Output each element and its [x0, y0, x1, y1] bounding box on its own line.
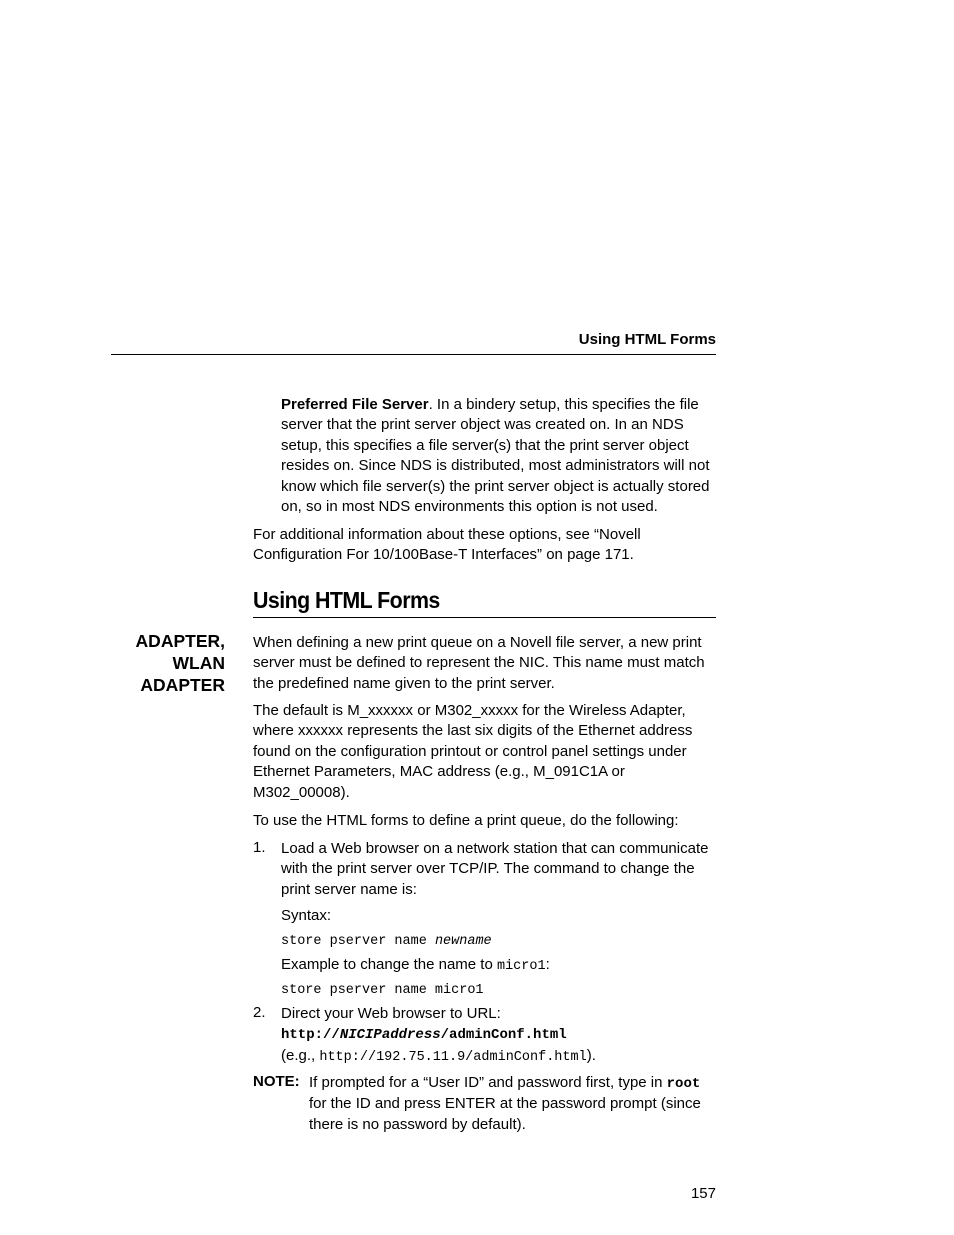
intro-paragraph-3: To use the HTML forms to define a print queue, do the following:	[253, 812, 679, 829]
intro-paragraph-1: When defining a new print queue on a Novell file server, a new print server must be defined to represent the NIC. This name must match the predefined name given to the print server.	[253, 634, 705, 692]
section-title-rule	[253, 617, 716, 618]
example-command: store pserver name micro1	[281, 983, 484, 998]
note-text	[309, 1073, 719, 1135]
url-suffix: /adminConf.html	[440, 1027, 567, 1044]
url-example-prefix: (e.g.,	[281, 1046, 320, 1064]
side-heading	[110, 630, 225, 697]
url-prefix: http://	[281, 1027, 340, 1044]
running-header-title: Using HTML Forms	[578, 331, 716, 348]
step-1-number: 1.	[253, 839, 266, 856]
url-example-suffix: ).	[586, 1046, 596, 1064]
section-title: Using HTML Forms	[253, 587, 440, 613]
note-label: NOTE:	[253, 1073, 300, 1090]
preferred-file-server-paragraph	[281, 395, 721, 517]
additional-info-paragraph: For additional information about these options, see “Novell Configuration For 10/100Base-T Interfaces” on page 171.	[253, 526, 641, 564]
preferred-file-server-term: Preferred File Server	[281, 396, 429, 413]
admin-url	[281, 1024, 721, 1045]
syntax-label: Syntax:	[281, 907, 332, 924]
side-heading-line-2: WLAN	[172, 653, 225, 674]
preferred-file-server-text: . In a bindery setup, this specifies the file server that the print server object was created on. In an NDS setup, this specifies a file server(s) that the print server object resides on. Since NDS is distributed, most administrators will not know which file server(s) the print server object is actually stored on, so in most NDS environments this option is not used.	[281, 396, 710, 516]
step-1-text: Load a Web browser on a network station that can communicate with the print server over TCP/IP. The command to change the print server name is:	[281, 840, 709, 898]
url-variable: NICIPaddress	[339, 1027, 441, 1044]
url-example	[281, 1046, 721, 1068]
intro-paragraph-2: The default is M_xxxxxx or M302_xxxxx for the Wireless Adapter, where xxxxxx represents the last six digits of the Ethernet address found on the configuration printout or control panel settings under Ethernet Parameters, MAC address (e.g., M_091C1A or M302_00008).	[253, 702, 693, 801]
page-number: 157	[690, 1185, 716, 1202]
syntax-command-argument: newname	[434, 934, 492, 949]
example-prefix: Example to change the name to	[281, 956, 497, 973]
syntax-command	[281, 934, 492, 949]
note-text-after: for the ID and press ENTER at the password prompt (since there is no password by default).	[309, 1095, 701, 1133]
url-example-address: http://192.75.11.9/adminConf.html	[319, 1049, 587, 1065]
example-name: micro1	[496, 959, 546, 974]
header-rule	[111, 354, 716, 355]
side-heading-line-3: ADAPTER	[140, 675, 225, 696]
note-text-before: If prompted for a “User ID” and password first, type in	[309, 1074, 667, 1091]
step-2-number: 2.	[253, 1004, 266, 1021]
syntax-command-text: store pserver name	[281, 934, 435, 949]
example-suffix: :	[545, 956, 550, 973]
step-2-block	[281, 1004, 721, 1068]
note-code: root	[666, 1076, 701, 1092]
step-2-text: Direct your Web browser to URL:	[281, 1005, 501, 1022]
side-heading-line-1: ADAPTER,	[135, 631, 225, 651]
example-line	[281, 956, 550, 974]
